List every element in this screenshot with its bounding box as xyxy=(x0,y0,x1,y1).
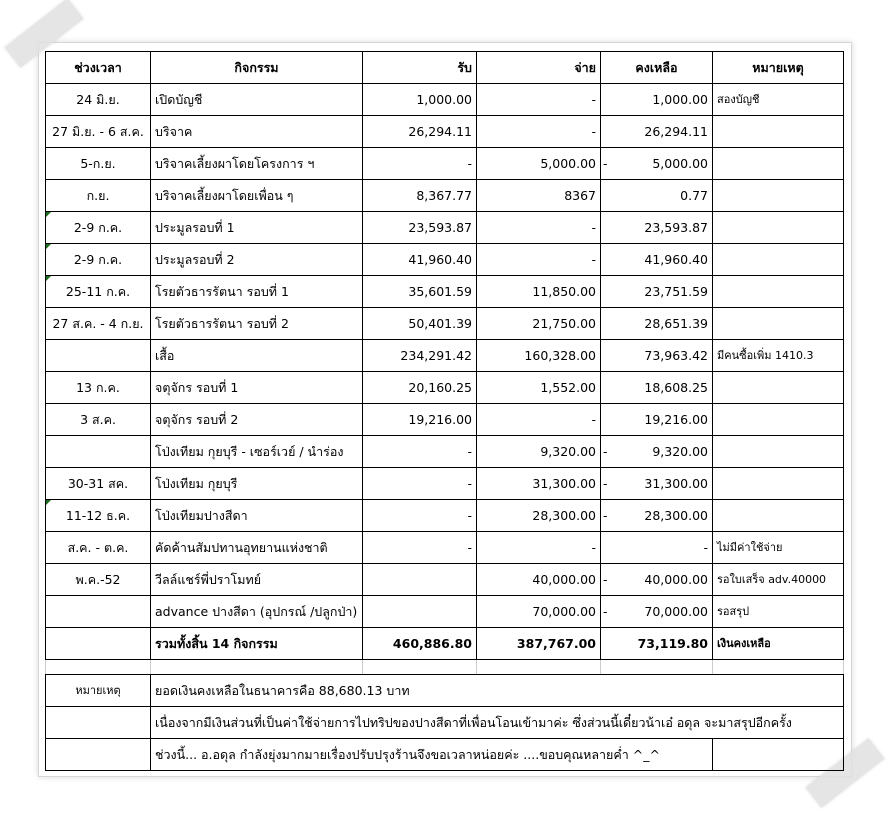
remarks-label: หมายเหตุ xyxy=(46,675,151,707)
balance-value: 5,000.00 xyxy=(652,156,708,171)
comment-marker-icon xyxy=(46,276,51,281)
total-note: เงินคงเหลือ xyxy=(713,628,844,660)
row-balance xyxy=(601,596,713,628)
row-balance xyxy=(601,148,713,180)
row-note: ไม่มีค่าใช้จ่าย xyxy=(713,532,844,564)
row-date: ส.ค. - ต.ค. xyxy=(46,532,151,564)
row-income: 35,601.59 xyxy=(363,276,477,308)
row-expense: 5,000.00 xyxy=(477,148,601,180)
row-balance xyxy=(601,276,713,308)
table-row xyxy=(46,404,844,436)
row-expense: - xyxy=(477,532,601,564)
row-expense: - xyxy=(477,244,601,276)
row-balance xyxy=(601,116,713,148)
balance-value: 1,000.00 xyxy=(652,92,708,107)
row-date: 25-11 ก.ค. xyxy=(46,276,151,308)
row-income: 41,960.40 xyxy=(363,244,477,276)
row-income: 20,160.25 xyxy=(363,372,477,404)
balance-value: 18,608.25 xyxy=(644,380,708,395)
remark-line-1: ยอดเงินคงเหลือในธนาคารคือ 88,680.13 บาท xyxy=(151,675,844,707)
row-expense: 1,552.00 xyxy=(477,372,601,404)
table-row xyxy=(46,436,844,468)
table-row xyxy=(46,340,844,372)
balance-value: 26,294.11 xyxy=(644,124,708,139)
row-activity: โป่งเทียม กุยบุรี - เซอร์เวย์ / นำร่อง xyxy=(151,436,363,468)
row-expense: 21,750.00 xyxy=(477,308,601,340)
row-note xyxy=(713,308,844,340)
row-expense: - xyxy=(477,404,601,436)
spacer-row xyxy=(46,660,844,675)
balance-sign: - xyxy=(603,476,608,491)
row-activity: วีลล์แชร์พี่ปราโมทย์ xyxy=(151,564,363,596)
row-activity: คัดค้านสัมปทานอุทยานแห่งชาติ xyxy=(151,532,363,564)
table-row xyxy=(46,596,844,628)
balance-value: 23,751.59 xyxy=(644,284,708,299)
balance-value: 28,300.00 xyxy=(644,508,708,523)
balance-value: 31,300.00 xyxy=(644,476,708,491)
table-row xyxy=(46,84,844,116)
balance-sign: - xyxy=(603,572,608,587)
row-income: - xyxy=(363,532,477,564)
row-note: มีคนซื้อเพิ่ม 1410.3 xyxy=(713,340,844,372)
row-activity: บริจาค xyxy=(151,116,363,148)
row-activity: เสื้อ xyxy=(151,340,363,372)
header-date: ช่วงเวลา xyxy=(46,52,151,84)
row-expense: 9,320.00 xyxy=(477,436,601,468)
row-activity: โป่งเทียมปางสีดา xyxy=(151,500,363,532)
row-note xyxy=(713,116,844,148)
row-date: 11-12 ธ.ค. xyxy=(46,500,151,532)
total-date-cell xyxy=(46,628,151,660)
row-income: - xyxy=(363,148,477,180)
comment-marker-icon xyxy=(46,500,51,505)
row-date: 24 มิ.ย. xyxy=(46,84,151,116)
table-row xyxy=(46,148,844,180)
row-date xyxy=(46,436,151,468)
row-income: - xyxy=(363,468,477,500)
table-row xyxy=(46,532,844,564)
remark-row-2 xyxy=(46,707,844,739)
row-date: 30-31 สค. xyxy=(46,468,151,500)
balance-value: 9,320.00 xyxy=(652,444,708,459)
table-row xyxy=(46,564,844,596)
row-balance xyxy=(601,308,713,340)
row-note xyxy=(713,212,844,244)
row-note xyxy=(713,180,844,212)
balance-value: 0.77 xyxy=(680,188,708,203)
row-note: รอใบเสร็จ adv.40000 xyxy=(713,564,844,596)
balance-value: 40,000.00 xyxy=(644,572,708,587)
row-activity: ประมูลรอบที่ 2 xyxy=(151,244,363,276)
row-date: 2-9 ก.ค. xyxy=(46,244,151,276)
row-note xyxy=(713,404,844,436)
row-activity: ประมูลรอบที่ 1 xyxy=(151,212,363,244)
row-note: รอสรุป xyxy=(713,596,844,628)
row-date: 13 ก.ค. xyxy=(46,372,151,404)
row-date: ก.ย. xyxy=(46,180,151,212)
balance-value: 19,216.00 xyxy=(644,412,708,427)
row-income: 1,000.00 xyxy=(363,84,477,116)
total-row xyxy=(46,628,844,660)
row-expense: 31,300.00 xyxy=(477,468,601,500)
row-activity: บริจาคเลี้ยงผาโดยโครงการ ฯ xyxy=(151,148,363,180)
row-income: 23,593.87 xyxy=(363,212,477,244)
remark-blank-cell-2 xyxy=(46,707,151,739)
row-income: 234,291.42 xyxy=(363,340,477,372)
row-date: 2-9 ก.ค. xyxy=(46,212,151,244)
table-row xyxy=(46,500,844,532)
row-expense: 70,000.00 xyxy=(477,596,601,628)
table-row xyxy=(46,244,844,276)
table-row xyxy=(46,468,844,500)
row-balance xyxy=(601,468,713,500)
balance-sign: - xyxy=(603,604,608,619)
row-date: พ.ค.-52 xyxy=(46,564,151,596)
row-activity: โรยตัวธารรัตนา รอบที่ 2 xyxy=(151,308,363,340)
row-balance xyxy=(601,532,713,564)
header-activity: กิจกรรม xyxy=(151,52,363,84)
table-row xyxy=(46,308,844,340)
remark-line-3: ช่วงนี้... อ.อดุล กำลังยุ่งมากมายเรื่องปรับปรุงร้านจึงขอเวลาหน่อยค่ะ ....ขอบคุณหลายค่ำ ^_^ xyxy=(151,739,713,771)
row-balance xyxy=(601,564,713,596)
row-activity: โรยตัวธารรัตนา รอบที่ 1 xyxy=(151,276,363,308)
row-activity: บริจาคเลี้ยงผาโดยเพื่อน ๆ xyxy=(151,180,363,212)
row-date xyxy=(46,596,151,628)
row-income: - xyxy=(363,500,477,532)
row-income: 26,294.11 xyxy=(363,116,477,148)
finance-table xyxy=(45,51,844,771)
remark-line-2: เนื่องจากมีเงินส่วนที่เป็นค่าใช้จ่ายการไปทริปของปางสีดาที่เพื่อนโอนเข้ามาค่ะ ซึ่งส่วนนี้เดี๋ยวน้าเอ๋ อดุล จะมาสรุปอีกครั้ง xyxy=(151,707,844,739)
row-activity: advance ปางสีดา (อุปกรณ์ /ปลูกป่า) xyxy=(151,596,363,628)
header-note: หมายเหตุ xyxy=(713,52,844,84)
row-balance xyxy=(601,212,713,244)
row-expense: - xyxy=(477,84,601,116)
row-date xyxy=(46,340,151,372)
balance-value: - xyxy=(703,540,708,555)
row-balance xyxy=(601,404,713,436)
row-note xyxy=(713,468,844,500)
row-note xyxy=(713,244,844,276)
balance-sign: - xyxy=(603,444,608,459)
row-expense: 8367 xyxy=(477,180,601,212)
row-expense: 160,328.00 xyxy=(477,340,601,372)
row-income: 8,367.77 xyxy=(363,180,477,212)
remark-row-1 xyxy=(46,675,844,707)
total-label: รวมทั้งสิ้น 14 กิจกรรม xyxy=(151,628,363,660)
row-expense: - xyxy=(477,212,601,244)
row-date: 5-ก.ย. xyxy=(46,148,151,180)
row-note: สองบัญชี xyxy=(713,84,844,116)
row-income: - xyxy=(363,436,477,468)
row-note xyxy=(713,500,844,532)
row-income: 19,216.00 xyxy=(363,404,477,436)
balance-value: 73,963.42 xyxy=(644,348,708,363)
row-balance xyxy=(601,436,713,468)
comment-marker-icon xyxy=(46,212,51,217)
balance-value: 70,000.00 xyxy=(644,604,708,619)
total-expense: 387,767.00 xyxy=(477,628,601,660)
row-note xyxy=(713,276,844,308)
row-note xyxy=(713,148,844,180)
row-balance xyxy=(601,180,713,212)
row-note xyxy=(713,372,844,404)
total-balance: 73,119.80 xyxy=(601,628,713,660)
balance-sign: - xyxy=(603,508,608,523)
row-date: 27 ส.ค. - 4 ก.ย. xyxy=(46,308,151,340)
remark-blank-cell-3 xyxy=(46,739,151,771)
row-date: 3 ส.ค. xyxy=(46,404,151,436)
header-expense: จ่าย xyxy=(477,52,601,84)
table-row xyxy=(46,180,844,212)
balance-sign: - xyxy=(603,156,608,171)
header-row xyxy=(46,52,844,84)
table-row xyxy=(46,116,844,148)
total-income: 460,886.80 xyxy=(363,628,477,660)
row-activity: จตุจักร รอบที่ 1 xyxy=(151,372,363,404)
balance-value: 28,651.39 xyxy=(644,316,708,331)
balance-value: 23,593.87 xyxy=(644,220,708,235)
row-activity: เปิดบัญชี xyxy=(151,84,363,116)
row-expense: 40,000.00 xyxy=(477,564,601,596)
row-expense: 28,300.00 xyxy=(477,500,601,532)
comment-marker-icon xyxy=(46,244,51,249)
row-income xyxy=(363,564,477,596)
row-expense: - xyxy=(477,116,601,148)
row-balance xyxy=(601,84,713,116)
row-date: 27 มิ.ย. - 6 ส.ค. xyxy=(46,116,151,148)
row-balance xyxy=(601,244,713,276)
row-income: 50,401.39 xyxy=(363,308,477,340)
row-activity: จตุจักร รอบที่ 2 xyxy=(151,404,363,436)
row-activity: โป่งเทียม กุยบุรี xyxy=(151,468,363,500)
table-row xyxy=(46,372,844,404)
table-row xyxy=(46,212,844,244)
balance-value: 41,960.40 xyxy=(644,252,708,267)
remark-row-3 xyxy=(46,739,844,771)
remark-blank-note-cell xyxy=(713,739,844,771)
row-expense: 11,850.00 xyxy=(477,276,601,308)
row-balance xyxy=(601,372,713,404)
row-balance xyxy=(601,340,713,372)
header-income: รับ xyxy=(363,52,477,84)
row-balance xyxy=(601,500,713,532)
row-income xyxy=(363,596,477,628)
row-note xyxy=(713,436,844,468)
header-balance: คงเหลือ xyxy=(601,52,713,84)
table-row xyxy=(46,276,844,308)
